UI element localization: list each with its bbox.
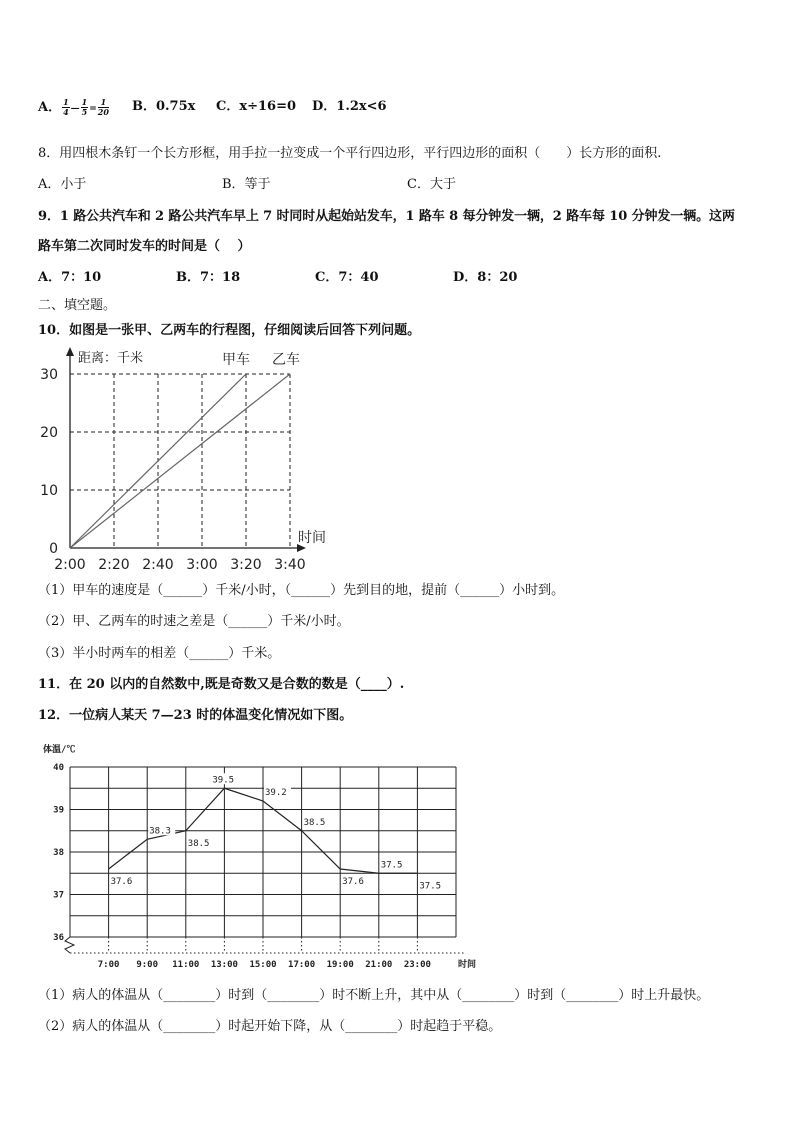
travel-chart-series [70,374,290,548]
temperature-chart-data-label: 37.6 [110,877,133,887]
travel-chart-y-tick: 10 [40,483,58,499]
q9-question-line2: 路车第二次同时发车的时间是（ ） [38,239,251,254]
q7-option-a-label: A． [38,100,62,115]
temperature-chart-x-tick: 7:00 [97,960,120,970]
q7-fraction-2: $\frac{1}{5}$ [81,97,88,117]
q11-question: 11．在 20 以内的自然数中,既是奇数又是合数的数是（____）. [38,677,405,692]
temperature-chart-data-label: 37.5 [380,860,403,871]
travel-chart-y-tick: 20 [40,425,58,441]
q8-option-a: A．小于 [38,177,87,192]
temperature-chart [40,738,480,974]
q7-option-d: D．1.2x<6 [312,99,387,114]
temperature-chart-data-label: 37.6 [342,877,364,887]
temperature-chart-data-label: 38.5 [187,838,210,849]
temperature-chart-x-tick: 17:00 [288,960,316,970]
travel-chart-series-jia-name: 甲车 [222,352,250,368]
temperature-chart-data-label: 38.5 [303,817,326,828]
travel-chart-y-label: 距离：千米 [78,351,144,366]
travel-chart-y-tick: 0 [49,541,58,557]
temperature-chart-x-tick: 13:00 [210,960,238,970]
q12-sub1: （1）病人的体温从（________）时到（________）时不断上升，其中从（________）时到（________）时上升最快。 [38,988,710,1003]
temperature-chart-x-tick: 23:00 [403,960,431,970]
travel-chart-y-tick: 30 [40,367,58,383]
temperature-chart-y-tick: 40 [53,763,64,773]
travel-chart-x-tick: 3:20 [230,557,262,573]
travel-chart-labels [40,350,326,573]
q9-option-b: B．7：18 [176,270,241,285]
temperature-chart-x-tick: 15:00 [249,960,277,970]
temperature-chart-data-label: 37.5 [419,881,442,892]
travel-chart-y-arrow [66,347,74,356]
temperature-chart-y-tick: 37 [53,890,64,901]
q9-option-d: D．8：20 [453,270,518,285]
travel-chart-series-yi-name: 乙车 [272,352,300,368]
section-title-fill-in: 二、填空题。 [38,298,117,313]
temperature-chart-labels [43,743,476,970]
q10-sub2: （2）甲、乙两车的时速之差是（______）千米/小时。 [38,614,350,629]
temperature-chart-x-tick: 21:00 [365,960,393,970]
temperature-chart-data-label: 38.3 [149,826,171,837]
temperature-chart-axis-break [65,937,74,953]
temperature-chart-data-label: 39.2 [265,788,287,798]
temperature-chart-x-label: 时间 [458,960,477,970]
temperature-chart-y-label: 体温/℃ [43,745,76,755]
q10-sub1: （1）甲车的速度是（______）千米/小时，（______）先到目的地，提前（______）小时到。 [38,583,565,598]
q7-option-a: A． $\frac{1}{4}$ — $\frac{1}{5}$ = $\frac{1}{20}$ [38,97,109,117]
q12-sub2: （2）病人的体温从（________）时起开始下降，从（________）时起趋于平稳。 [38,1019,502,1034]
travel-chart-axes [66,347,306,552]
temperature-chart-y-tick: 39 [53,805,64,816]
travel-chart-x-tick: 2:20 [98,557,130,573]
q8-question: 8．用四根木条钉一个长方形框，用手拉一拉变成一个平行四边形，平行四边形的面积（ ）长方形的面积. [38,146,662,161]
temperature-chart-x-tick: 9:00 [136,960,159,970]
q7-fraction-3: $\frac{1}{20}$ [97,97,109,117]
q12-question: 12．一位病人某天 7—23 时的体温变化情况如下图。 [38,708,353,723]
q10-question: 10．如图是一张甲、乙两车的行程图，仔细阅读后回答下列问题。 [38,323,421,338]
travel-chart-x-tick: 2:00 [54,557,86,573]
travel-chart-x-tick: 2:40 [142,557,174,573]
q9-option-c: C．7：40 [315,270,379,285]
travel-chart-x-tick: 3:40 [274,557,306,573]
temperature-chart-x-tick: 11:00 [172,960,200,970]
temperature-chart-y-tick: 36 [53,933,64,943]
q7-option-b: B．0.75x [132,99,196,114]
q7-option-c: C．x÷16=0 [216,99,297,114]
q8-option-c: C．大于 [407,177,456,192]
q8-option-b: B．等于 [222,177,271,192]
travel-chart-x-tick: 3:00 [186,557,218,573]
q10-sub3: （3）半小时两车的相差（______）千米。 [38,646,281,661]
travel-chart-x-label: 时间 [298,530,326,546]
temperature-chart-x-tick: 19:00 [326,960,354,970]
temperature-chart-y-tick: 38 [53,848,64,858]
travel-chart-series-yi-line [70,374,290,548]
travel-chart [40,342,340,574]
q7-fraction-1: $\frac{1}{4}$ [63,97,69,117]
temperature-chart-data-label: 39.5 [212,775,235,786]
q9-option-a: A．7：10 [38,270,102,285]
q9-question-line1: 9．1 路公共汽车和 2 路公共汽车早上 7 时同时从起始站发车，1 路车 8 每分钟发一辆，2 路车每 10 分钟发一辆。这两 [38,209,735,224]
